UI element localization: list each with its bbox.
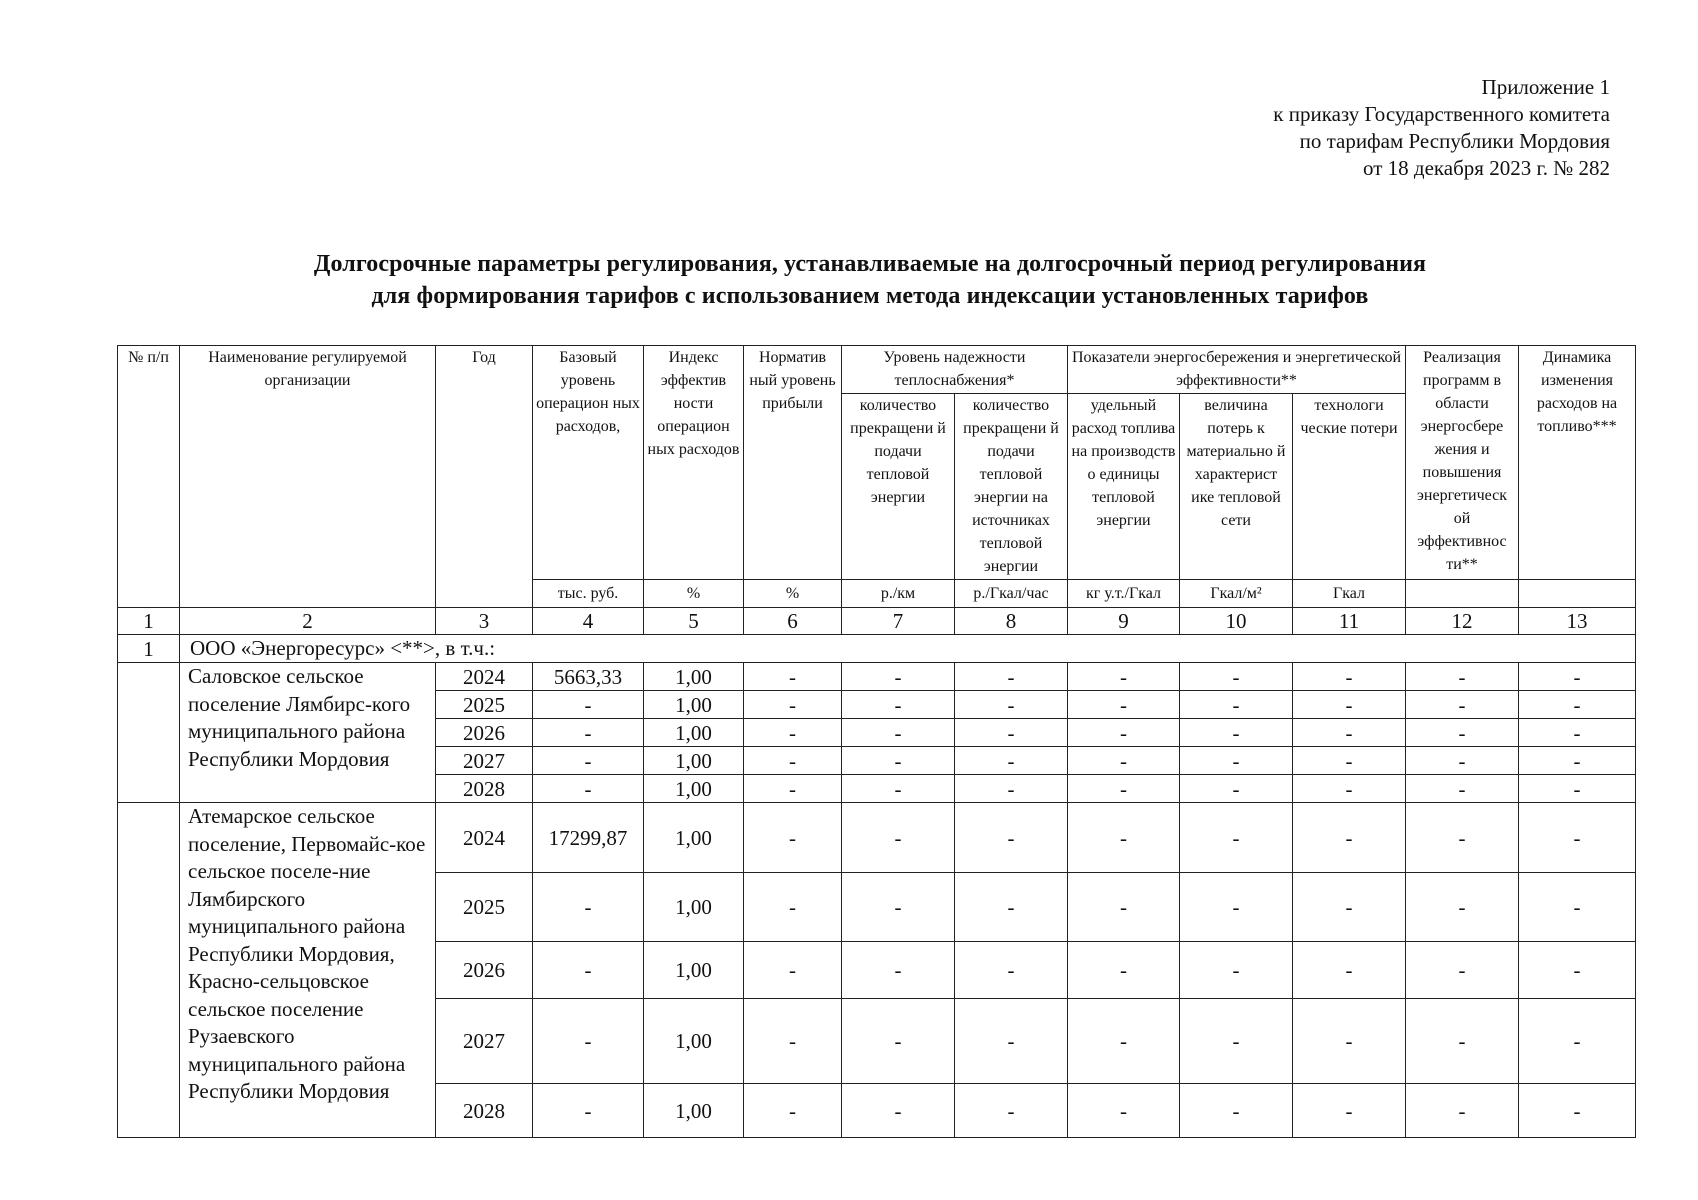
dash-cell: - <box>744 1084 842 1138</box>
dash-cell: - <box>1406 1084 1519 1138</box>
column-number: 4 <box>533 608 644 635</box>
dash-cell: - <box>1293 942 1406 999</box>
column-number: 8 <box>955 608 1068 635</box>
dash-cell: - <box>842 663 955 691</box>
dash-cell: - <box>744 663 842 691</box>
base-cell: 5663,33 <box>533 663 644 691</box>
dash-cell: - <box>1519 873 1636 942</box>
dash-cell: - <box>955 663 1068 691</box>
column-number: 6 <box>744 608 842 635</box>
dash-cell: - <box>1406 775 1519 803</box>
base-cell: - <box>533 942 644 999</box>
unit-cell: р./Гкал/час <box>955 580 1068 608</box>
dash-cell: - <box>744 873 842 942</box>
dash-cell: - <box>1293 1084 1406 1138</box>
column-number: 3 <box>436 608 533 635</box>
index-cell: 1,00 <box>644 942 744 999</box>
year-cell: 2024 <box>436 663 533 691</box>
dash-cell: - <box>1293 775 1406 803</box>
dash-cell: - <box>1068 663 1180 691</box>
header-interruptions-sources: количество прекращени й подачи тепловой энергии на источниках тепловой энергии <box>955 394 1068 580</box>
index-cell: 1,00 <box>644 1084 744 1138</box>
index-cell: 1,00 <box>644 663 744 691</box>
index-cell: 1,00 <box>644 873 744 942</box>
header-profit-level: Норматив ный уровень прибыли <box>744 346 842 580</box>
dash-cell: - <box>1519 747 1636 775</box>
base-cell: - <box>533 775 644 803</box>
unit-cell: кг у.т./Гкал <box>1068 580 1180 608</box>
group2-name: Атемарское сельское поселение, Первомайс-кое сельское поселе-ние Лямбирского муниципального района Республики Мордовия, Красно-сельцовское сельское поселение Рузаевского муниципального района Республики Мордовия <box>180 803 436 1138</box>
table-row <box>118 663 1636 691</box>
dash-cell: - <box>1406 663 1519 691</box>
dash-cell: - <box>955 775 1068 803</box>
dash-cell: - <box>1293 873 1406 942</box>
dash-cell: - <box>1293 719 1406 747</box>
dash-cell: - <box>1519 719 1636 747</box>
base-cell: 17299,87 <box>533 803 644 873</box>
dash-cell: - <box>1180 691 1293 719</box>
dash-cell: - <box>842 719 955 747</box>
dash-cell: - <box>744 775 842 803</box>
dash-cell: - <box>1180 803 1293 873</box>
appendix-line: Приложение 1 <box>1481 75 1610 99</box>
dash-cell: - <box>1519 942 1636 999</box>
dash-cell: - <box>1180 1084 1293 1138</box>
dash-cell: - <box>955 1084 1068 1138</box>
dash-cell: - <box>1519 663 1636 691</box>
year-cell: 2024 <box>436 803 533 873</box>
dash-cell: - <box>1519 803 1636 873</box>
base-cell: - <box>533 873 644 942</box>
dash-cell: - <box>744 942 842 999</box>
dash-cell: - <box>744 999 842 1084</box>
org-row-num: 1 <box>118 635 180 663</box>
index-cell: 1,00 <box>644 775 744 803</box>
dash-cell: - <box>1180 663 1293 691</box>
dash-cell: - <box>1180 747 1293 775</box>
year-cell: 2026 <box>436 719 533 747</box>
column-number: 12 <box>1406 608 1519 635</box>
header-reliability-group: Уровень надежности теплоснабжения* <box>842 346 1068 394</box>
dash-cell: - <box>1180 999 1293 1084</box>
header-programs: Реализация программ в области энергосбере жения и повышения энергетическ ой эффективнос ти** <box>1406 346 1519 580</box>
year-cell: 2025 <box>436 691 533 719</box>
document-title <box>0 248 1698 312</box>
year-cell: 2025 <box>436 873 533 942</box>
header-efficiency-index: Индекс эффектив ности операцион ных расходов <box>644 346 744 580</box>
base-cell: - <box>533 691 644 719</box>
title-line: Долгосрочные параметры регулирования, устанавливаемые на долгосрочный период регулирования <box>313 251 1427 277</box>
dash-cell: - <box>1293 803 1406 873</box>
column-number: 5 <box>644 608 744 635</box>
year-cell: 2028 <box>436 775 533 803</box>
dash-cell: - <box>1293 663 1406 691</box>
year-cell: 2026 <box>436 942 533 999</box>
base-cell: - <box>533 1084 644 1138</box>
dash-cell: - <box>744 803 842 873</box>
org-row-name: ООО «Энергоресурс» <**>, в т.ч.: <box>180 635 1636 663</box>
appendix-line: по тарифам Республики Мордовия <box>1299 129 1610 153</box>
dash-cell: - <box>1068 719 1180 747</box>
dash-cell: - <box>744 747 842 775</box>
dash-cell: - <box>1406 942 1519 999</box>
unit-cell: % <box>644 580 744 608</box>
dash-cell: - <box>1068 691 1180 719</box>
dash-cell: - <box>1293 999 1406 1084</box>
unit-cell: тыс. руб. <box>533 580 644 608</box>
dash-cell: - <box>842 999 955 1084</box>
dash-cell: - <box>955 803 1068 873</box>
dash-cell: - <box>842 747 955 775</box>
unit-cell: р./км <box>842 580 955 608</box>
column-number: 9 <box>1068 608 1180 635</box>
group1-name: Саловское сельское поселение Лямбирс-кого муниципального района Республики Мордовия <box>180 663 436 803</box>
dash-cell: - <box>955 747 1068 775</box>
dash-cell: - <box>1180 775 1293 803</box>
column-number: 10 <box>1180 608 1293 635</box>
dash-cell: - <box>1406 999 1519 1084</box>
dash-cell: - <box>1519 1084 1636 1138</box>
dash-cell: - <box>842 873 955 942</box>
base-cell: - <box>533 999 644 1084</box>
dash-cell: - <box>1068 747 1180 775</box>
dash-cell: - <box>1519 691 1636 719</box>
dash-cell: - <box>1406 873 1519 942</box>
dash-cell: - <box>744 691 842 719</box>
header-org-name: Наименование регулируемой организации <box>180 346 436 608</box>
dash-cell: - <box>1406 747 1519 775</box>
index-cell: 1,00 <box>644 803 744 873</box>
header-base-level: Базовый уровень операцион ных расходов, <box>533 346 644 580</box>
dash-cell: - <box>955 942 1068 999</box>
dash-cell: - <box>1068 1084 1180 1138</box>
unit-cell: Гкал <box>1293 580 1406 608</box>
header-tech-losses: технологи ческие потери <box>1293 394 1406 580</box>
column-number: 11 <box>1293 608 1406 635</box>
dash-cell: - <box>1180 873 1293 942</box>
dash-cell: - <box>842 691 955 719</box>
header-specific-fuel: удельный расход топлива на производств о единицы тепловой энергии <box>1068 394 1180 580</box>
base-cell: - <box>533 719 644 747</box>
dash-cell: - <box>1180 719 1293 747</box>
index-cell: 1,00 <box>644 747 744 775</box>
unit-cell <box>1519 580 1636 608</box>
parameters-table <box>117 345 1636 1138</box>
year-cell: 2027 <box>436 747 533 775</box>
title-line: для формирования тарифов с использованием метода индексации установленных тарифов <box>371 283 1369 309</box>
appendix-block <box>1273 74 1610 182</box>
column-number: 13 <box>1519 608 1636 635</box>
header-year: Год <box>436 346 533 608</box>
dash-cell: - <box>1180 942 1293 999</box>
index-cell: 1,00 <box>644 999 744 1084</box>
dash-cell: - <box>955 691 1068 719</box>
dash-cell: - <box>1519 999 1636 1084</box>
year-cell: 2027 <box>436 999 533 1084</box>
dash-cell: - <box>955 719 1068 747</box>
header-losses: величина потерь к материально й характерист ике тепловой сети <box>1180 394 1293 580</box>
index-cell: 1,00 <box>644 691 744 719</box>
dash-cell: - <box>955 999 1068 1084</box>
appendix-line: к приказу Государственного комитета <box>1273 102 1610 126</box>
unit-cell: Гкал/м² <box>1180 580 1293 608</box>
empty-num-cell <box>118 803 180 1138</box>
unit-cell <box>1406 580 1519 608</box>
dash-cell: - <box>744 719 842 747</box>
empty-num-cell <box>118 663 180 803</box>
dash-cell: - <box>1406 803 1519 873</box>
dash-cell: - <box>1068 873 1180 942</box>
dash-cell: - <box>1068 803 1180 873</box>
column-number: 1 <box>118 608 180 635</box>
year-cell: 2028 <box>436 1084 533 1138</box>
column-number: 7 <box>842 608 955 635</box>
base-cell: - <box>533 747 644 775</box>
unit-cell: % <box>744 580 842 608</box>
dash-cell: - <box>1068 999 1180 1084</box>
dash-cell: - <box>1068 942 1180 999</box>
dash-cell: - <box>842 803 955 873</box>
dash-cell: - <box>842 1084 955 1138</box>
appendix-line: от 18 декабря 2023 г. № 282 <box>1363 156 1610 180</box>
header-num: № п/п <box>118 346 180 608</box>
header-interruptions: количество прекращени й подачи тепловой энергии <box>842 394 955 580</box>
index-cell: 1,00 <box>644 719 744 747</box>
dash-cell: - <box>842 775 955 803</box>
dash-cell: - <box>842 942 955 999</box>
dash-cell: - <box>1068 775 1180 803</box>
header-fuel-dynamics: Динамика изменения расходов на топливо*** <box>1519 346 1636 580</box>
dash-cell: - <box>955 873 1068 942</box>
dash-cell: - <box>1406 691 1519 719</box>
dash-cell: - <box>1406 719 1519 747</box>
dash-cell: - <box>1519 775 1636 803</box>
dash-cell: - <box>1293 691 1406 719</box>
header-energy-group: Показатели энергосбережения и энергетической эффективности** <box>1068 346 1406 394</box>
dash-cell: - <box>1293 747 1406 775</box>
table-row <box>118 803 1636 873</box>
column-number: 2 <box>180 608 436 635</box>
